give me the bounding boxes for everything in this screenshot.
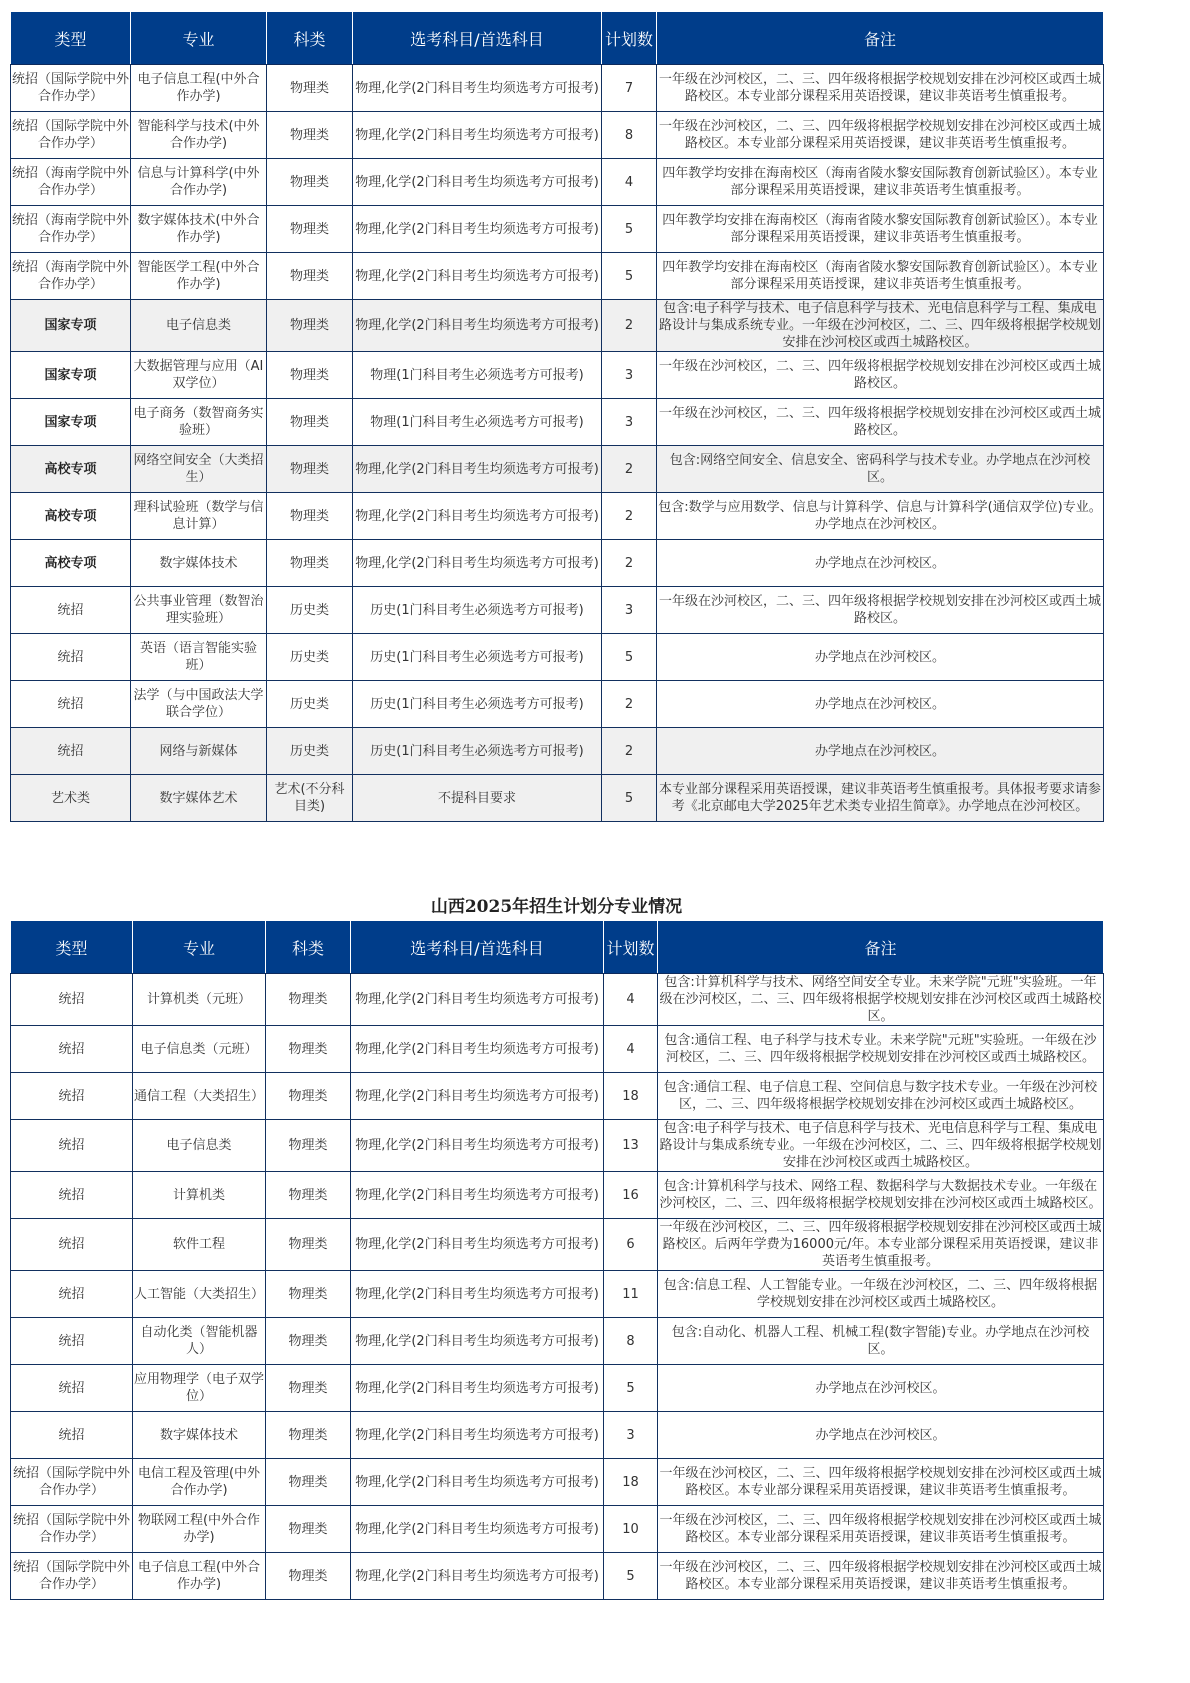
cell-plan: 2	[602, 446, 657, 493]
cell-major: 应用物理学（电子双学位）	[133, 1365, 266, 1412]
table-row	[11, 974, 1104, 1026]
cell-remark: 一年级在沙河校区，二、三、四年级将根据学校规划安排在沙河校区或西土城路校区。	[657, 352, 1104, 399]
cell-remark: 四年教学均安排在海南校区（海南省陵水黎安国际教育创新试验区）。本专业部分课程采用英语授课，建议非英语考生慎重报考。	[657, 206, 1104, 253]
cell-plan: 5	[602, 634, 657, 681]
header-major: 专业	[131, 12, 267, 65]
cell-type: 高校专项	[11, 540, 131, 587]
cell-remark: 一年级在沙河校区，二、三、四年级将根据学校规划安排在沙河校区或西土城路校区。本专业部分课程采用英语授课，建议非英语考生慎重报考。	[657, 112, 1104, 159]
cell-major: 计算机类	[133, 1172, 266, 1219]
table-header-row	[11, 921, 1104, 974]
header-category: 科类	[266, 921, 351, 974]
cell-type: 统招	[11, 681, 131, 728]
cell-plan: 2	[602, 681, 657, 728]
cell-plan: 2	[602, 728, 657, 775]
cell-subjects: 物理,化学(2门科目考生均须选考方可报考)	[351, 1073, 604, 1120]
cell-category: 物理类	[267, 159, 353, 206]
cell-remark: 包含:电子科学与技术、电子信息科学与技术、光电信息科学与工程、集成电路设计与集成系统专业。一年级在沙河校区，二、三、四年级将根据学校规划安排在沙河校区或西土城路校区。	[657, 300, 1104, 352]
cell-type: 统招（国际学院中外合作办学）	[11, 65, 131, 112]
cell-remark: 四年教学均安排在海南校区（海南省陵水黎安国际教育创新试验区）。本专业部分课程采用英语授课，建议非英语考生慎重报考。	[657, 159, 1104, 206]
cell-subjects: 物理,化学(2门科目考生均须选考方可报考)	[353, 206, 602, 253]
cell-major: 电子信息类	[133, 1120, 266, 1172]
cell-remark: 一年级在沙河校区，二、三、四年级将根据学校规划安排在沙河校区或西土城路校区。本专业部分课程采用英语授课，建议非英语考生慎重报考。	[658, 1553, 1104, 1600]
cell-subjects: 物理,化学(2门科目考生均须选考方可报考)	[351, 1412, 604, 1459]
cell-category: 物理类	[266, 1318, 351, 1365]
table-row	[11, 1120, 1104, 1172]
section-title: 山西2025年招生计划分专业情况	[430, 897, 683, 917]
cell-subjects: 物理,化学(2门科目考生均须选考方可报考)	[351, 1459, 604, 1506]
cell-major: 人工智能（大类招生）	[133, 1271, 266, 1318]
cell-plan: 2	[602, 493, 657, 540]
cell-subjects: 历史(1门科目考生必须选考方可报考)	[353, 587, 602, 634]
cell-subjects: 历史(1门科目考生必须选考方可报考)	[353, 681, 602, 728]
cell-subjects: 物理,化学(2门科目考生均须选考方可报考)	[353, 540, 602, 587]
cell-major: 计算机类（元班）	[133, 974, 266, 1026]
cell-type: 国家专项	[11, 399, 131, 446]
cell-type: 高校专项	[11, 446, 131, 493]
cell-remark: 包含:自动化、机器人工程、机械工程(数字智能)专业。办学地点在沙河校区。	[658, 1318, 1104, 1365]
cell-plan: 3	[604, 1412, 658, 1459]
table-row	[11, 253, 1104, 300]
table-row	[11, 399, 1104, 446]
table-row	[11, 1172, 1104, 1219]
cell-remark: 一年级在沙河校区，二、三、四年级将根据学校规划安排在沙河校区或西土城路校区。本专业部分课程采用英语授课，建议非英语考生慎重报考。	[657, 65, 1104, 112]
cell-subjects: 物理,化学(2门科目考生均须选考方可报考)	[351, 1506, 604, 1553]
cell-remark: 包含:计算机科学与技术、网络空间安全专业。未来学院"元班"实验班。一年级在沙河校区，二、三、四年级将根据学校规划安排在沙河校区或西土城路校区。	[659, 975, 1102, 1024]
cell-category: 物理类	[266, 1412, 351, 1459]
cell-plan: 5	[604, 1553, 658, 1600]
table-header-row	[11, 12, 1104, 65]
cell-category: 物理类	[266, 974, 351, 1026]
cell-type: 统招	[11, 1271, 133, 1318]
table-row	[11, 1271, 1104, 1318]
cell-remark: 本专业部分课程采用英语授课，建议非英语考生慎重报考。具体报考要求请参考《北京邮电大学2025年艺术类专业招生简章》。办学地点在沙河校区。	[657, 775, 1104, 822]
cell-subjects: 物理,化学(2门科目考生均须选考方可报考)	[353, 112, 602, 159]
cell-plan: 4	[604, 1026, 658, 1073]
cell-remark: 一年级在沙河校区，二、三、四年级将根据学校规划安排在沙河校区或西土城路校区。	[657, 399, 1104, 446]
cell-major: 智能科学与技术(中外合作办学)	[131, 112, 267, 159]
table-row	[11, 1506, 1104, 1553]
header-remark: 备注	[657, 12, 1104, 65]
cell-major: 信息与计算科学(中外合作办学)	[131, 159, 267, 206]
cell-remark: 一年级在沙河校区，二、三、四年级将根据学校规划安排在沙河校区或西土城路校区。后两年学费为16000元/年。本专业部分课程采用英语授课，建议非英语考生慎重报考。	[659, 1220, 1102, 1269]
cell-major: 理科试验班（数学与信息计算）	[131, 493, 267, 540]
cell-plan: 11	[604, 1271, 658, 1318]
cell-plan: 8	[602, 112, 657, 159]
cell-remark: 包含:通信工程、电子科学与技术专业。未来学院"元班"实验班。一年级在沙河校区，二、三、四年级将根据学校规划安排在沙河校区或西土城路校区。	[658, 1026, 1104, 1073]
cell-plan: 10	[604, 1506, 658, 1553]
table-row	[11, 1073, 1104, 1120]
cell-subjects: 物理(1门科目考生必须选考方可报考)	[353, 399, 602, 446]
cell-remark: 办学地点在沙河校区。	[657, 540, 1104, 587]
cell-plan: 4	[604, 974, 658, 1026]
table-row	[11, 1459, 1104, 1506]
table-row	[11, 493, 1104, 540]
cell-type: 统招（国际学院中外合作办学）	[11, 1459, 133, 1506]
cell-type: 统招	[11, 728, 131, 775]
cell-major: 自动化类（智能机器人）	[133, 1318, 266, 1365]
cell-major: 软件工程	[133, 1219, 266, 1271]
cell-subjects: 物理,化学(2门科目考生均须选考方可报考)	[353, 253, 602, 300]
cell-major: 电子信息工程(中外合作办学)	[131, 65, 267, 112]
cell-major: 网络与新媒体	[131, 728, 267, 775]
cell-remark: 包含:数学与应用数学、信息与计算科学、信息与计算科学(通信双学位)专业。办学地点在沙河校区。	[657, 493, 1104, 540]
cell-subjects: 物理,化学(2门科目考生均须选考方可报考)	[351, 1318, 604, 1365]
table-row	[11, 352, 1104, 399]
cell-subjects: 物理,化学(2门科目考生均须选考方可报考)	[351, 1172, 604, 1219]
cell-plan: 3	[602, 352, 657, 399]
cell-major: 数字媒体技术	[133, 1412, 266, 1459]
cell-remark: 一年级在沙河校区，二、三、四年级将根据学校规划安排在沙河校区或西土城路校区。本专业部分课程采用英语授课，建议非英语考生慎重报考。	[658, 1506, 1104, 1553]
table-row	[11, 634, 1104, 681]
cell-category: 物理类	[266, 1219, 351, 1271]
cell-remark: 包含:信息工程、人工智能专业。一年级在沙河校区，二、三、四年级将根据学校规划安排在沙河校区或西土城路校区。	[658, 1271, 1104, 1318]
cell-remark: 办学地点在沙河校区。	[658, 1365, 1104, 1412]
header-major: 专业	[133, 921, 266, 974]
enrollment-table-1	[10, 11, 1104, 822]
table-row	[11, 112, 1104, 159]
cell-subjects: 历史(1门科目考生必须选考方可报考)	[353, 634, 602, 681]
cell-subjects: 物理,化学(2门科目考生均须选考方可报考)	[351, 1026, 604, 1073]
cell-type: 统招（国际学院中外合作办学）	[11, 1553, 133, 1600]
header-plan: 计划数	[604, 921, 658, 974]
table-row	[11, 681, 1104, 728]
cell-remark: 四年教学均安排在海南校区（海南省陵水黎安国际教育创新试验区）。本专业部分课程采用英语授课，建议非英语考生慎重报考。	[657, 253, 1104, 300]
cell-remark: 办学地点在沙河校区。	[658, 1412, 1104, 1459]
cell-major: 网络空间安全（大类招生）	[131, 446, 267, 493]
cell-remark: 办学地点在沙河校区。	[657, 728, 1104, 775]
cell-remark: 办学地点在沙河校区。	[657, 634, 1104, 681]
cell-major: 电信工程及管理(中外合作办学)	[133, 1459, 266, 1506]
cell-type: 高校专项	[11, 493, 131, 540]
cell-major: 电子信息类（元班）	[133, 1026, 266, 1073]
table-row	[11, 300, 1104, 352]
cell-plan: 8	[604, 1318, 658, 1365]
cell-category: 历史类	[267, 634, 353, 681]
table-row	[11, 775, 1104, 822]
header-type: 类型	[11, 12, 131, 65]
cell-category: 物理类	[266, 1172, 351, 1219]
cell-category: 物理类	[266, 1073, 351, 1120]
cell-type: 国家专项	[11, 300, 131, 352]
cell-type: 统招	[11, 1365, 133, 1412]
header-plan: 计划数	[602, 12, 657, 65]
cell-category: 物理类	[266, 1459, 351, 1506]
cell-remark: 包含:通信工程、电子信息工程、空间信息与数字技术专业。一年级在沙河校区，二、三、四年级将根据学校规划安排在沙河校区或西土城路校区。	[658, 1073, 1104, 1120]
cell-major: 大数据管理与应用（AI双学位）	[131, 352, 267, 399]
cell-plan: 16	[604, 1172, 658, 1219]
cell-type: 统招	[11, 974, 133, 1026]
cell-major: 电子商务（数智商务实验班）	[131, 399, 267, 446]
table-row	[11, 1026, 1104, 1073]
table-row	[11, 728, 1104, 775]
table-row	[11, 587, 1104, 634]
cell-type: 统招	[11, 1412, 133, 1459]
header-subjects: 选考科目/首选科目	[351, 921, 604, 974]
header-type: 类型	[11, 921, 133, 974]
cell-major: 法学（与中国政法大学联合学位）	[131, 681, 267, 728]
cell-major: 英语（语言智能实验班）	[131, 634, 267, 681]
enrollment-table-2	[10, 920, 1104, 1600]
cell-major: 电子信息工程(中外合作办学)	[133, 1553, 266, 1600]
cell-plan: 4	[602, 159, 657, 206]
cell-type: 统招（国际学院中外合作办学）	[11, 1506, 133, 1553]
cell-category: 物理类	[267, 399, 353, 446]
cell-category: 物理类	[267, 493, 353, 540]
cell-subjects: 物理,化学(2门科目考生均须选考方可报考)	[353, 65, 602, 112]
cell-remark: 包含:网络空间安全、信息安全、密码科学与技术专业。办学地点在沙河校区。	[657, 446, 1104, 493]
cell-category: 物理类	[267, 65, 353, 112]
cell-subjects: 物理,化学(2门科目考生均须选考方可报考)	[351, 1219, 604, 1271]
cell-category: 物理类	[267, 446, 353, 493]
cell-category: 艺术(不分科目类)	[267, 775, 353, 822]
cell-category: 历史类	[267, 587, 353, 634]
cell-subjects: 物理,化学(2门科目考生均须选考方可报考)	[351, 1553, 604, 1600]
header-subjects: 选考科目/首选科目	[353, 12, 602, 65]
cell-subjects: 物理(1门科目考生必须选考方可报考)	[353, 352, 602, 399]
cell-plan: 5	[602, 775, 657, 822]
table-row	[11, 159, 1104, 206]
cell-plan: 3	[602, 587, 657, 634]
cell-plan: 7	[602, 65, 657, 112]
cell-category: 物理类	[267, 253, 353, 300]
cell-major: 数字媒体技术	[131, 540, 267, 587]
cell-major: 电子信息类	[131, 300, 267, 352]
cell-type: 统招	[11, 587, 131, 634]
cell-major: 物联网工程(中外合作办学)	[133, 1506, 266, 1553]
cell-subjects: 物理,化学(2门科目考生均须选考方可报考)	[353, 300, 602, 352]
cell-subjects: 物理,化学(2门科目考生均须选考方可报考)	[351, 974, 604, 1026]
table-row	[11, 206, 1104, 253]
cell-remark: 包含:计算机科学与技术、网络工程、数据科学与大数据技术专业。一年级在沙河校区，二、三、四年级将根据学校规划安排在沙河校区或西土城路校区。	[658, 1172, 1104, 1219]
cell-type: 统招	[11, 1318, 133, 1365]
cell-type: 统招	[11, 1219, 133, 1271]
cell-category: 物理类	[266, 1506, 351, 1553]
cell-category: 物理类	[267, 352, 353, 399]
cell-type: 统招	[11, 634, 131, 681]
cell-subjects: 不提科目要求	[353, 775, 602, 822]
table-row	[11, 1412, 1104, 1459]
cell-plan: 5	[602, 206, 657, 253]
header-remark: 备注	[658, 921, 1104, 974]
cell-subjects: 物理,化学(2门科目考生均须选考方可报考)	[351, 1271, 604, 1318]
cell-category: 物理类	[266, 1553, 351, 1600]
cell-major: 数字媒体艺术	[131, 775, 267, 822]
cell-type: 统招	[11, 1172, 133, 1219]
table-row	[11, 446, 1104, 493]
cell-major: 数字媒体技术(中外合作办学)	[131, 206, 267, 253]
table-row	[11, 1553, 1104, 1600]
cell-category: 物理类	[266, 1271, 351, 1318]
cell-plan: 5	[604, 1365, 658, 1412]
cell-category: 物理类	[267, 112, 353, 159]
cell-category: 历史类	[267, 728, 353, 775]
cell-remark: 办学地点在沙河校区。	[657, 681, 1104, 728]
table-row	[11, 1365, 1104, 1412]
cell-plan: 2	[602, 300, 657, 352]
cell-remark: 一年级在沙河校区，二、三、四年级将根据学校规划安排在沙河校区或西土城路校区。	[657, 587, 1104, 634]
cell-plan: 18	[604, 1459, 658, 1506]
table-row	[11, 540, 1104, 587]
cell-category: 物理类	[266, 1026, 351, 1073]
cell-type: 统招	[11, 1073, 133, 1120]
cell-category: 物理类	[266, 1365, 351, 1412]
table-row	[11, 1318, 1104, 1365]
cell-plan: 13	[604, 1120, 658, 1172]
header-category: 科类	[267, 12, 353, 65]
cell-type: 国家专项	[11, 352, 131, 399]
cell-plan: 6	[604, 1219, 658, 1271]
cell-major: 智能医学工程(中外合作办学)	[131, 253, 267, 300]
cell-subjects: 物理,化学(2门科目考生均须选考方可报考)	[351, 1120, 604, 1172]
cell-subjects: 物理,化学(2门科目考生均须选考方可报考)	[351, 1365, 604, 1412]
cell-plan: 18	[604, 1073, 658, 1120]
cell-plan: 5	[602, 253, 657, 300]
cell-type: 统招（国际学院中外合作办学）	[11, 112, 131, 159]
cell-subjects: 物理,化学(2门科目考生均须选考方可报考)	[353, 446, 602, 493]
cell-category: 物理类	[267, 300, 353, 352]
cell-type: 统招（海南学院中外合作办学）	[11, 159, 131, 206]
cell-plan: 2	[602, 540, 657, 587]
cell-plan: 3	[602, 399, 657, 446]
cell-major: 通信工程（大类招生）	[133, 1073, 266, 1120]
cell-remark: 一年级在沙河校区，二、三、四年级将根据学校规划安排在沙河校区或西土城路校区。本专业部分课程采用英语授课，建议非英语考生慎重报考。	[658, 1459, 1104, 1506]
table-row	[11, 1219, 1104, 1271]
cell-type: 统招（海南学院中外合作办学）	[11, 253, 131, 300]
cell-type: 统招（海南学院中外合作办学）	[11, 206, 131, 253]
cell-subjects: 物理,化学(2门科目考生均须选考方可报考)	[353, 159, 602, 206]
table-row	[11, 65, 1104, 112]
cell-major: 公共事业管理（数智治理实验班）	[131, 587, 267, 634]
cell-subjects: 历史(1门科目考生必须选考方可报考)	[353, 728, 602, 775]
cell-category: 物理类	[266, 1120, 351, 1172]
cell-category: 物理类	[267, 540, 353, 587]
cell-category: 物理类	[267, 206, 353, 253]
cell-category: 历史类	[267, 681, 353, 728]
cell-subjects: 物理,化学(2门科目考生均须选考方可报考)	[353, 493, 602, 540]
cell-type: 艺术类	[11, 775, 131, 822]
cell-remark: 包含:电子科学与技术、电子信息科学与技术、光电信息科学与工程、集成电路设计与集成系统专业。一年级在沙河校区，二、三、四年级将根据学校规划安排在沙河校区或西土城路校区。	[659, 1121, 1102, 1170]
cell-type: 统招	[11, 1026, 133, 1073]
cell-type: 统招	[11, 1120, 133, 1172]
